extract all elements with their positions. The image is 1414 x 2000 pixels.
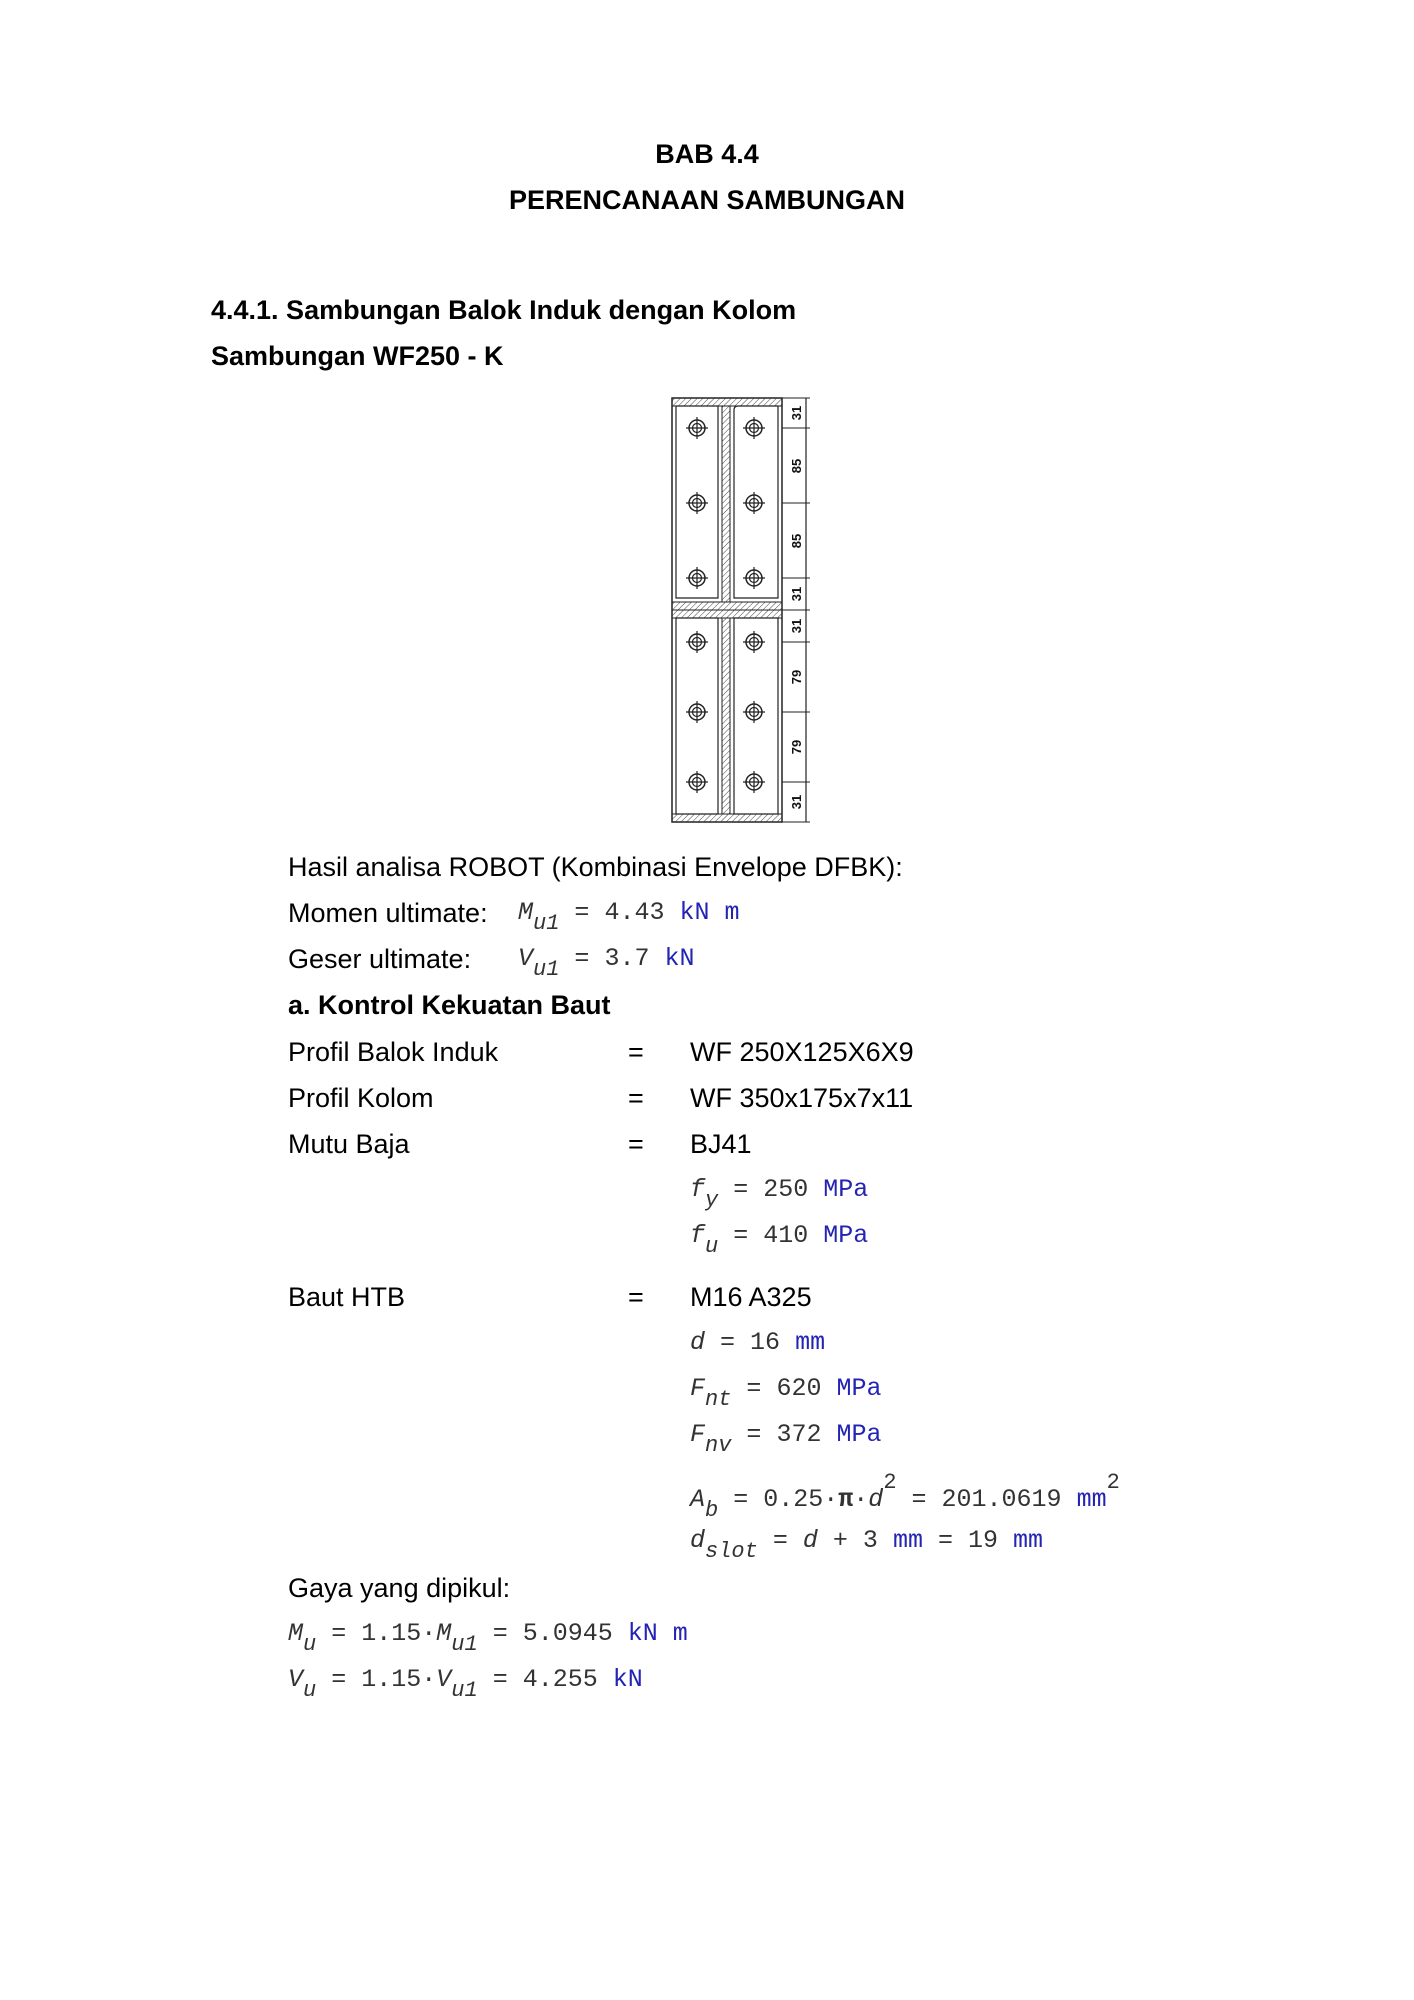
dim-label: 31: [789, 794, 804, 810]
equals-sign: =: [628, 1037, 644, 1067]
moment-label: Momen ultimate:: [288, 898, 488, 928]
dim-label: 31: [789, 405, 804, 421]
forces-label: Gaya yang dipikul:: [288, 1573, 511, 1603]
row-value: BJ41: [690, 1129, 752, 1159]
shear-label: Geser ultimate:: [288, 944, 472, 974]
equals-sign: =: [628, 1282, 644, 1312]
vu-formula: $V_u = 1.15\cdot V_{u1} = 4.255$ kN: [288, 1665, 643, 1703]
chapter-number: BAB 4.4: [655, 139, 759, 169]
dim-label: 79: [789, 739, 804, 755]
row-label: Baut HTB: [288, 1282, 406, 1312]
fnv-formula: $F_{nv} = 372$ MPa: [690, 1420, 882, 1458]
row-value: WF 350x175x7x11: [690, 1083, 914, 1113]
row-value: M16 A325: [690, 1282, 812, 1312]
section-subheading: Sambungan WF250 - K: [211, 341, 504, 371]
dslot-formula: $d_{slot} = d + 3$ mm = 19 mm: [690, 1526, 1044, 1564]
row-label: Profil Kolom: [288, 1083, 434, 1113]
shear-formula: $V_{u1} = 3.7$ kN: [518, 944, 695, 982]
equals-sign: =: [628, 1083, 644, 1113]
dim-label: 31: [789, 618, 804, 634]
ab-formula: $A_b = 0.25\cdot\pi\cdot d^2 = 201.0619$ $mm^2$: [690, 1470, 1120, 1523]
fnt-formula: $F_{nt} = 620$ MPa: [690, 1374, 882, 1412]
bolted-joint-drawing: [660, 390, 820, 830]
analysis-intro: Hasil analisa ROBOT (Kombinasi Envelope DFBK):: [288, 852, 903, 882]
chapter-title: PERENCANAAN SAMBUNGAN: [508, 185, 905, 215]
section-heading: 4.4.1. Sambungan Balok Induk dengan Kolom: [211, 295, 797, 325]
row-label: Profil Balok Induk: [288, 1037, 499, 1067]
row-label: Mutu Baja: [288, 1129, 410, 1159]
dim-label: 85: [789, 458, 804, 474]
moment-formula: $M_{u1} = 4.43$ kN m: [518, 898, 740, 936]
mu-formula: $M_u = 1.15\cdot M_{u1} = 5.0945$ kN m: [288, 1619, 688, 1657]
dim-label: 85: [789, 533, 804, 549]
check-heading: a. Kontrol Kekuatan Baut: [288, 990, 611, 1020]
dim-label: 79: [789, 669, 804, 685]
fu-formula: $f_u = 410$ MPa: [690, 1221, 869, 1259]
d-formula: d = 16 mm: [690, 1328, 826, 1357]
equals-sign: =: [628, 1129, 644, 1159]
dim-label: 31: [789, 586, 804, 602]
row-value: WF 250X125X6X9: [690, 1037, 914, 1067]
fy-formula: $f_y = 250$ MPa: [690, 1175, 869, 1213]
